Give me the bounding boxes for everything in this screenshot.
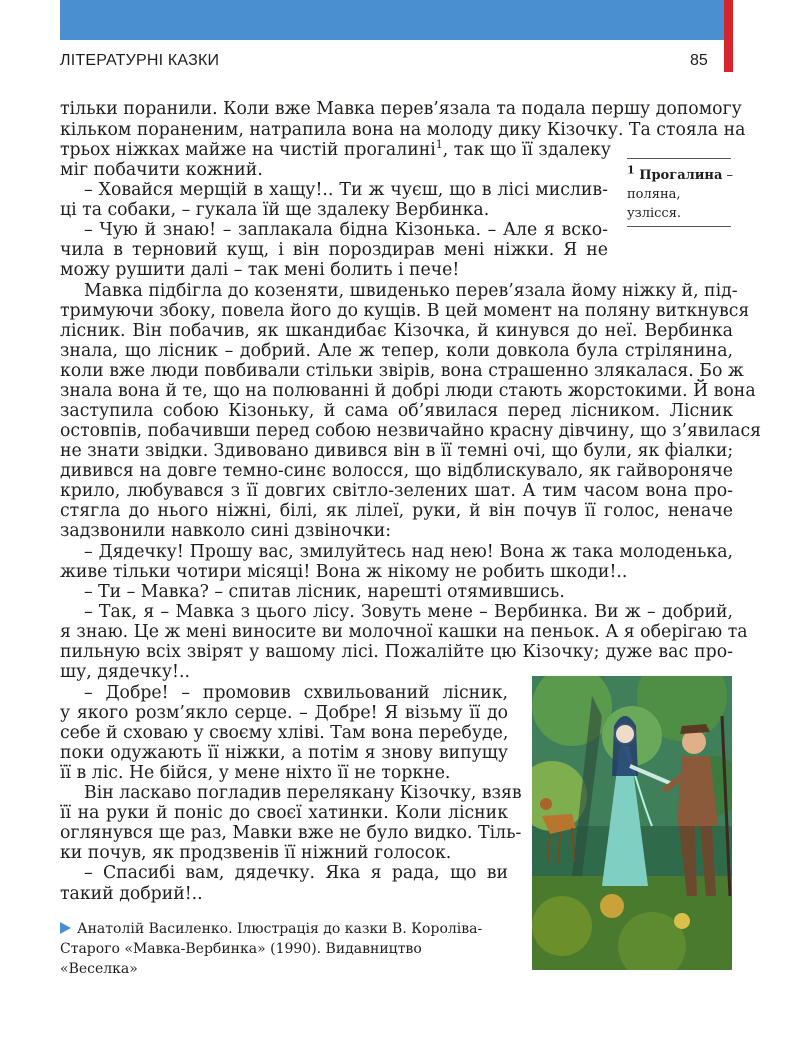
- text-line: себе й сховаю у своєму хліві. Там вона перебуде,: [60, 723, 509, 743]
- text-line: її в ліс. Не бійся, у мене ніхто її не торкне.: [60, 763, 451, 783]
- text-line: – Добре! – промовив схвильований лісник,: [84, 683, 508, 703]
- text-line: трьох ніжках майже на чистій прогалині$^1$, так що її здалеку: [60, 138, 611, 160]
- page-number: 85: [690, 52, 708, 69]
- text-line: не знати звідки. Здивовано дивився він в її темні очі, що були, як фіалки;: [60, 441, 734, 461]
- text-line: шу, дядечку!..: [60, 662, 190, 682]
- footnote-term: Прогалина: [639, 168, 723, 183]
- text-line: – Так, я – Мавка з цього лісу. Зовуть мене – Вербинка. Ви ж – добрий,: [84, 602, 733, 622]
- footnote-rule-bottom: [627, 226, 731, 227]
- caption-line: Анатолій Василенко. Ілюстрація до казки В. Короліва-: [60, 919, 520, 939]
- text-line: – Чую й знаю! – заплакала бідна Кізонька. – Але я вско-: [84, 220, 608, 240]
- text-line: ки почув, як продзвенів її ніжний голосок.: [60, 843, 452, 863]
- text-line: у якого розм’якло серце. – Добре! Я візьму її до: [60, 703, 508, 723]
- text-line: – Спасибі вам, дядечку. Яка я рада, що ви: [84, 863, 508, 883]
- text-line: поки одужають її ніжки, а потім я знову випущу: [60, 743, 508, 763]
- section-title: ЛІТЕРАТУРНІ КАЗКИ: [60, 52, 220, 69]
- text-line: остовпів, побачивши перед собою незвичайно красну дівчину, що з’явилася: [60, 421, 762, 441]
- header-color-bar: [60, 0, 724, 40]
- caption-line: «Веселка»: [60, 961, 138, 977]
- text-line: оглянувся ще раз, Мавки вже не було видко. Тіль-: [60, 823, 522, 843]
- text-line: кільком пораненим, натрапила вона на молоду дику Кізочку. Та стояла на: [60, 120, 746, 140]
- text-line: лісник. Він побачив, як шкандибає Кізочка, й кинувся до неї. Вербинка: [60, 321, 733, 341]
- triangle-marker-icon: [60, 922, 71, 934]
- text-line: ці та собаки, – гукала їй ще здалеку Вербинка.: [60, 200, 490, 220]
- illustration: [532, 676, 732, 970]
- text-line: заступила собою Кізоньку, й сама об’явилася перед лісником. Лісник: [60, 401, 733, 421]
- text-line: задзвонили навколо сині дзвіночки:: [60, 521, 392, 541]
- illustration-caption: [60, 919, 520, 979]
- text-line: Він ласкаво погладив перелякану Кізочку, взяв: [84, 783, 522, 803]
- page-edge-marker: [724, 0, 733, 72]
- text-line: знала, що лісник – добрий. Але ж тепер, коли довкола була стрілянина,: [60, 341, 733, 361]
- text-line: дивився на довге темно-синє волосся, що відблискувало, як гайвороняче: [60, 461, 733, 481]
- text-line: можу рушити далі – так мені болить і пече!: [60, 260, 460, 280]
- text-line: міг побачити кожний.: [60, 160, 263, 180]
- text-line: її на руки й поніс до своєї хатинки. Коли лісник: [60, 803, 508, 823]
- footnote-mark: 1: [627, 163, 635, 177]
- text-line: знала вона й те, що на полюванні й добрі люди стають жорстокими. Й вона: [60, 381, 756, 401]
- text-line: – Дядечку! Прошу вас, змилуйтесь над нею! Вона ж така молоденька,: [84, 542, 733, 562]
- text-line: крило, любувався з її довгих світло-зелених шат. А тим часом вона про-: [60, 481, 733, 501]
- text-line: тільки поранили. Коли вже Мавка перев’язала та подала першу допомогу: [60, 99, 742, 119]
- text-line: живе тільки чотири місяці! Вона ж нікому не робить шкоди!..: [60, 562, 628, 582]
- text-line: стягла до нього ніжні, білі, як лілеї, руки, й він почув її голос, неначе: [60, 501, 733, 521]
- footnote-definition: поляна, узлісся.: [627, 187, 682, 221]
- footnote: $^1$ Прогалина – поляна, узлісся.: [627, 163, 734, 221]
- text-line: коли вже люди повбивали стільки звірів, вона страшенно злякалася. Бо ж: [60, 361, 744, 381]
- text-line: Мавка підбігла до козеняти, швиденько перев’язала йому ніжку й, під-: [84, 281, 738, 301]
- text-line: чила в терновий кущ, і він пороздирав мені ніжки. Я не: [60, 240, 608, 260]
- caption-line: Старого «Мавка-Вербинка» (1990). Видавництво: [60, 941, 422, 957]
- footnote-rule-top: [627, 158, 731, 159]
- footnote-reference: 1: [435, 138, 443, 152]
- illustration-mavka-and-forester: [532, 676, 732, 970]
- text-line: пильную всіх звірят у вашому лісі. Пожалійте цю Кізочку; дуже вас про-: [60, 642, 733, 662]
- text-line: я знаю. Це ж мені виносите ви молочної кашки на пеньок. А я оберігаю та: [60, 622, 748, 642]
- text-line: – Ховайся мерщій в хащу!.. Ти ж чуєш, що в лісі мислив-: [84, 180, 608, 200]
- text-line: такий добрий!..: [60, 884, 203, 904]
- text-line: – Ти – Мавка? – спитав лісник, нарешті отямившись.: [84, 582, 565, 602]
- text-line: тримуючи збоку, повела його до кущів. В цей момент на поляну виткнувся: [60, 301, 750, 321]
